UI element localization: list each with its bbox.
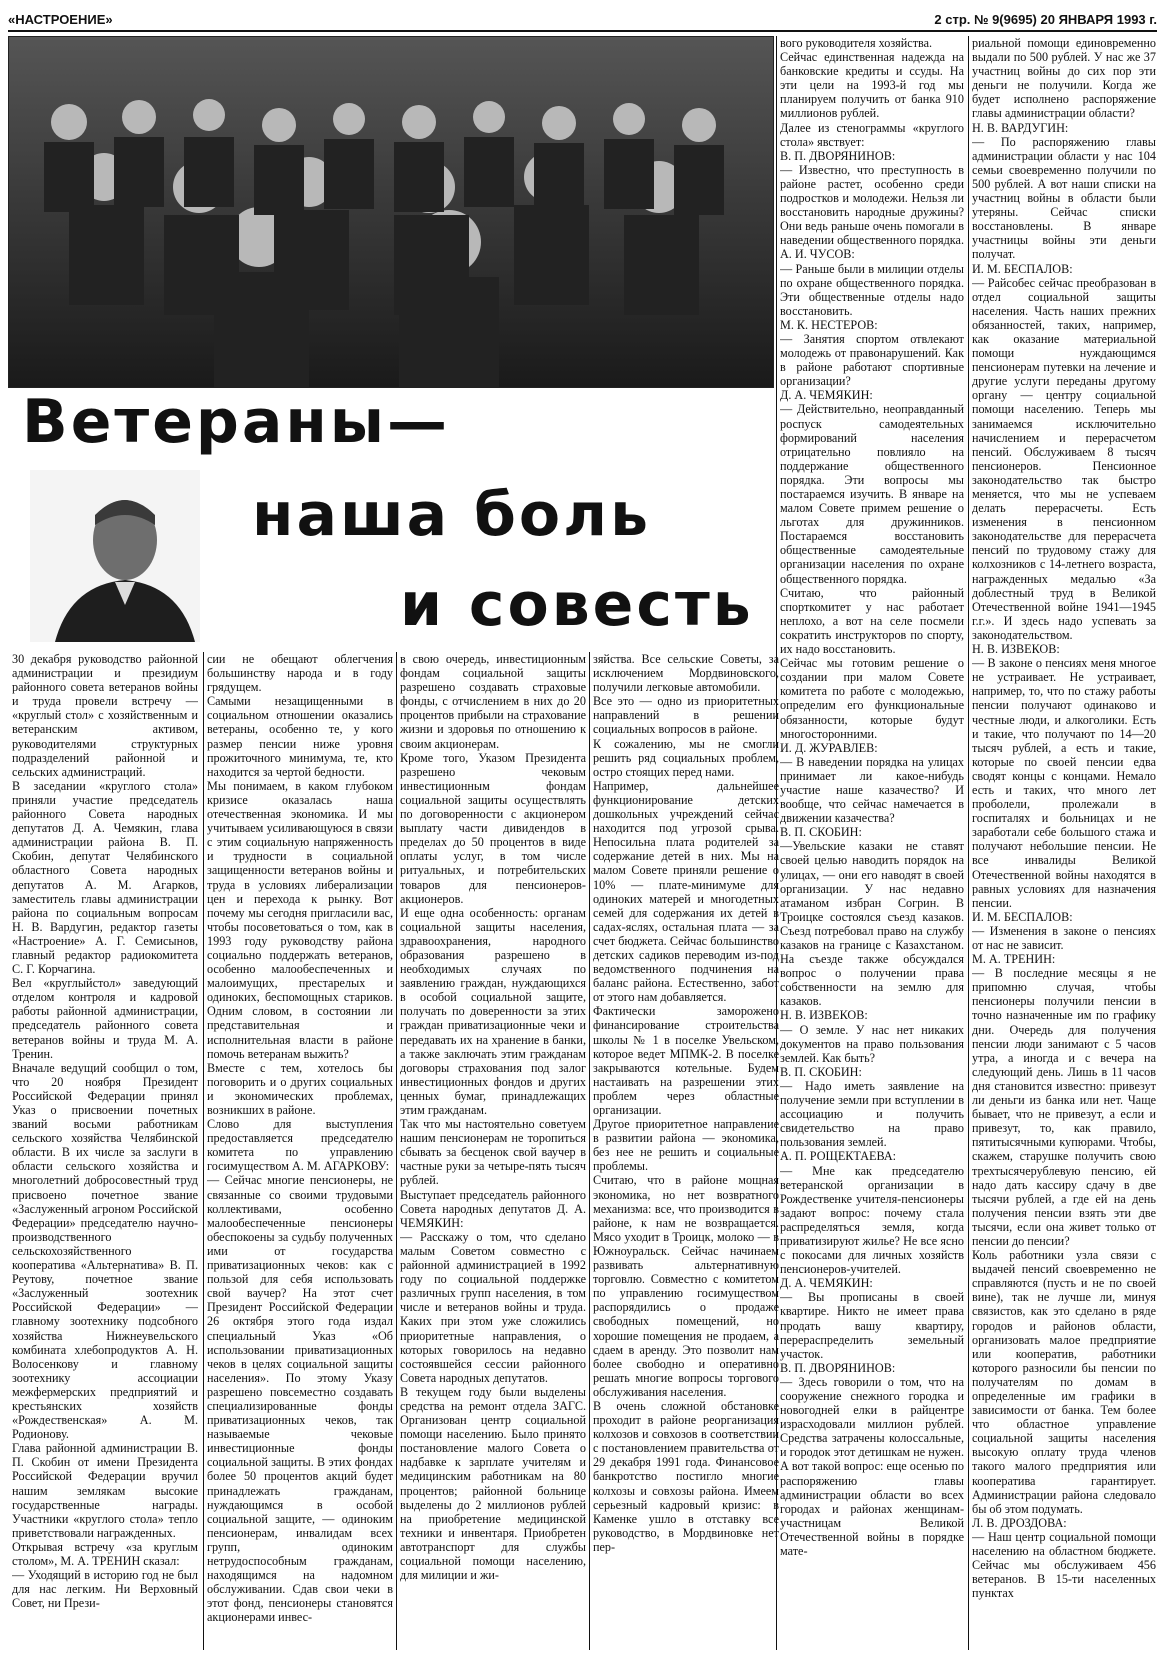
column-divider <box>968 36 969 1650</box>
column-divider <box>203 652 204 1650</box>
article-column-1: 30 декабря руководство районной администрации и президиум районного совета ветеранов войны и труда провели встречу — «круглый стол» с хозяйственным и ветеранским активом, руководителями структурных подразделений районной и сельских администраций. В заседании «круглого стола» приняли участие председатель районного Совета народных депутатов Д. А. Чемякин, глава администрации района В. П. Скобин, депутат Челябинского областного Совета народных депутатов А. М. Агарков, заместитель главы администрации района по социальным вопросам Н. В. Вардугин, редактор газеты «Настроение» А. Г. Семисынов, главный редактор радиокомитета С. Г. Корчагина. Вел «круглыйстол» заведующий отделом контроля и кадровой работы районной администрации, председатель районного совета ветеранов войны и труда М. А. Тренин. Вначале ведущий сообщил о том, что 20 ноября Президент Российской Федерации принял Указ о присвоении почетных званий восьми работникам сельского хозяйства Челябинской области. В их числе за заслуги в области сельского хозяйства и многолетний добросовестный труд присвоено почетное звание «Заслуженный агроном Российской Федерации» председателю научно-производственного сельскохозяйственного кооператива «Альтернатива» В. П. Реутову, почетное звание «Заслуженный зоотехник Российской Федерации» — главному зоотехнику подсобного хозяйства Нижнеувельского комбината хлебопродуктов А. Н. Волосенкову и главному зоотехнику ассоциации межфермерских предприятий и крестьянских хозяйств «Рождественская» А. М. Родионову. Глава районной администрации В. П. Скобин от имени Президента Российской Федерации вручил нашим землякам высокие государственные награды. Участники «круглого стола» тепло приветствовали награжденных. Открывая встречу «за круглым столом», М. А. ТРЕНИН сказал: — Уходящий в историю год не был для нас легким. Ни Верховный Совет, ни Прези- <box>12 652 198 1611</box>
page-header <box>8 8 1157 32</box>
headline-line-3: и совесть <box>400 570 754 640</box>
newspaper-title: «НАСТРОЕНИЕ» <box>8 11 113 27</box>
column-divider <box>589 652 590 1650</box>
headline-line-1: Ветераны— <box>22 387 451 457</box>
article-column-5: вого руководителя хозяйства. Сейчас единственная надежда на банковские кредиты и ссуды. На эти цели на 1993-й год мы планируем получить от банка 910 миллионов рублей. Далее из стенограммы «круглого стола» явствует: В. П. ДВОРЯНИНОВ: — Известно, что преступность в районе растет, особенно среди подростков и молодежи. Нельзя ли восстановить народные дружины? Они ведь раньше очень помогали в наведении общественного порядка. А. И. ЧУСОВ: — Раньше были в милиции отделы по охране общественного порядка. Эти общественные отделы надо восстановить. М. К. НЕСТЕРОВ: — Занятия спортом отвлекают молодежь от правонарушений. Как в районе работают спортивные организации? Д. А. ЧЕМЯКИН: — Действительно, неоправданный роспуск самодеятельных формирований населения отрицательно повлияло на поддержание общественного порядка. Эти вопросы мы постараемся изучить. В январе на малом Совете примем решение о льготах для дружинников. Постараемся восстановить общественные самодеятельные организации населения по охране общественного порядка. Считаю, что районный спорткомитет у нас работает неплохо, а вот на селе посмели сократить инструкторов по спорту, их надо восстановить. Сейчас мы готовим решение о создании при малом Совете комитета по работе с молодежью, определим его функциональные обязанности, которые будут многосторонними. И. Д. ЖУРАВЛЕВ: — В наведении порядка на улицах принимает ли какое-нибудь участие наше казачество? И вообще, что сейчас намечается в движении казачества? В. П. СКОБИН: —Увельские казаки не ставят своей целью наводить порядок на улицах, — они его наводят в своей организации. У нас недавно атаманом избран Согрин. В Троицке состоялся съезд казаков. Съезд потребовал право на службу казаков на границе с Казахстаном. На съезде также обсуждался вопрос о получении права собственности на землю для казаков. Н. В. ИЗВЕКОВ: — О земле. У нас нет никаких документов на право пользования землей. Как быть? В. П. СКОБИН: — Надо иметь заявление на получение земли при вступлении в ассоциацию и получить свидетельство на право пользования землей. А. П. РОЩЕКТАЕВА: — Мне как председателю ветеранской организации в Рождественке учителя-пенсионеры задают вопрос: почему стала распределяться земля, когда приватизируют жилье? Не все ясно с покосами для личных хозяйств пенсионеров-учителей. Д. А. ЧЕМЯКИН: — Вы прописаны в своей квартире. Никто не имеет права продать вашу квартиру, перераспределить земельный участок. В. П. ДВОРЯНИНОВ: — Здесь говорили о том, что на сооружение снежного городка и новогодней елки в райцентре израсходовали миллион рублей. Средства затрачены колоссальные, и городок этот детишкам не нужен. А вот такой вопрос: еще осенью по распоряжению главы администрации области во всех городах и районах женщинам-участницам Великой Отечественной войны в порядке мате- <box>780 36 964 1559</box>
article-column-6: риальной помощи единовременно выдали по 500 рублей. У нас же 37 участниц войны до сих пор эти деньги не получили. Когда же будет исполнено распоряжение главы администрации области? Н. В. ВАРДУГИН: — По распоряжению главы администрации области у нас 104 семьи своевременно получили по 500 рублей. А вот наши списки на участниц войны в области были утеряны. Сейчас списки восстановлены. В январе участницы войны эти деньги получат. И. М. БЕСПАЛОВ: — Райсобес сейчас преобразован в отдел социальной защиты населения. Часть наших прежних обязанностей, таких, например, как оказание материальной помощи нуждающимся пенсионерам путевки на лечение и другие услуги переданы другому органу — центру социальной помощи населению. Теперь мы занимаемся исключительно начислением и перерасчетом пенсий. Обслуживаем 8 тысяч пенсионеров. Пенсионное законодательство так быстро меняется, что мы не успеваем делать перерасчеты. Есть изменения в пенсионном законодательстве для перерасчета пенсий по трудовому стажу для колхозников с 14-летнего возраста, награжденных медалью «За доблестный труд в Великой Отечественной войне 1941—1945 г.г.». И здесь надо успевать за законодательством. Н. В. ИЗВЕКОВ: — В законе о пенсиях меня многое не устраивает. Не устраивает, например, то, что по стажу работы пенсии получают одинаково и честные люди, и алкоголики. Есть и такие, что получают по 14—20 тысяч рублей, а есть и такие, которые по своей пенсии едва сводят концы с концами. Немало есть и таких, что много лет проболели, пролежали в госпиталях и больницах и не заработали себе большого стажа и получают небольшие пенсии. Не все инвалиды Великой Отечественной войны находятся в равных условиях для назначения пенсии. И. М. БЕСПАЛОВ: — Изменения в законе о пенсиях от нас не зависит. М. А. ТРЕНИН: — В последние месяцы я не припомню случая, чтобы пенсионеры получили пенсии в точно назначенные им по графику дни. Очередь для получения пенсии люди занимают с 5 часов утра, а иногда и с вечера на следующий день. Лишь в 11 часов дня становится известно: привезут ли деньги из банка или нет. Чаще бывает, что не привезут, а если и привезут, то, как правило, пятитысячными купюрами. Чтобы, скажем, старушке получить свою трехтысячерублевую пенсию, ей надо дать кассиру сдачу в две тысячи рублей, а где ей на день получения пенсии взять эти две тысячи, если она живет только от пенсии до пенсии? Коль работники узла связи с выдачей пенсий своевременно не справляются (пусть и не по своей вине), так не лучше ли, минуя связистов, как это сделано в ряде городов и районов области, организовать малое предприятие или кооператив, работники которого разносили бы пенсии по получателям по домам в определенные им графики в зависимости от банка. Тем более что областное управление социальной защиты населения высокую оплату труда членов такого малого предприятия или кооператива гарантирует. Администрации района следовало бы об этом подумать. Л. В. ДРОЗДОВА: — Наш центр социальной помощи населению на областном бюджете. Сейчас мы обслуживаем 456 ветеранов. В 15-ти населенных пунктах <box>972 36 1156 1601</box>
article-column-4: зяйства. Все сельские Советы, за исключением Мордвиновского, получили легковые автомобили. Все это — одно из приоритетных направлений в решении социальных вопросов в районе. К сожалению, мы не смогли решить ряд социальных проблем, остро стоящих перед нами. Например, дальнейшее функционирование детских дошкольных учреждений сейчас находится под угрозой срыва. Непосильна плата родителей за содержание детей в них. Мы на малом Совете приняли решение о 10% — плате-минимуме для одиноких матерей и многодетных семей для содержания их детей в садах-яслях, остальная плата — за счет бюджета. Сейчас большинство детских садиков переводим из-под ведомственного подчинения на баланс района. Естественно, забот от этого нам добавляется. Фактически заморожено финансирование строительства школы № 1 в поселке Увельском, которое ведет МПМК-2. В поселке закрываются котельные. Будем настаивать на разрешении этих проблем через областные организации. Другое приоритетное направление в развитии района — экономика, без нее не решить и социальные проблемы. Считаю, что в районе мощная экономика, но нет возвратного механизма: все, что производится в районе, к нам не возвращается. Мясо уходит в Троицк, молоко — в Южноуральск. Сейчас начинаем развивать альтернативную торговлю. Совместно с комитетом по управлению госимуществом распорядились о продаже свободных помещений, но хорошие помещения не продаем, а сдаем в аренду. Это позволит нам более свободно и оперативно решать многие вопросы торгового обслуживания населения. В очень сложной обстановке проходит в районе реорганизация колхозов и совхозов в соответствии с постановлением правительства от 29 декабря 1991 года. Финансовое банкротство постигло многие колхозы и совхозы района. Имеем серьезный кадровый кризис: в Каменке ушло в отставку все руководство, в Мордвиновке нет пер- <box>593 652 779 1554</box>
headline-line-2: наша боль <box>252 480 652 550</box>
article-column-2: сии не обещают облегчения большинству народа и в году грядущем. Самыми незащищенными в социальном отношении оказались ветераны, особенно те, у кого размер пенсии ниже уровня прожиточного минимума, те, кто находится за чертой бедности. Мы понимаем, в каком глубоком кризисе оказалась наша отечественная экономика. И мы учитываем усиливающуюся в связи с этим социальную напряженность и трудности в социальной защищенности ветеранов войны и труда в условиях либерализации цен и перехода к рынку. Вот почему мы сегодня пригласили вас, чтобы посоветоваться о том, как в 1993 году руководству района социально поддержать ветеранов, особенно малообеспеченных и малоимущих, престарелых и одиноких, беспомощных стариков. Одним словом, в состоянии ли представительная и исполнительная власти в районе помочь ветеранам выжить? Вместе с тем, хотелось бы поговорить и о других социальных и экономических проблемах, возникших в районе. Слово для выступления предоставляется председателю комитета по управлению госимуществом А. М. АГАРКОВУ: — Сейчас многие пенсионеры, не связанные со своими трудовыми коллективами, особенно малообеспеченные пенсионеры обеспокоены за судьбу полученных ими от государства приватизационных чеков: как с пользой для себя использовать свой ваучер? На этот счет Президент Российской Федерации 26 октября этого года издал специальный Указ «Об использовании приватизационных чеков в целях социальной защиты населения». По этому Указу разрешено повсеместно создавать специализированные фонды приватизационных чеков, так называемые чековые инвестиционные фонды социальной защиты. В этих фондах более 50 процентов акций будет принадлежать гражданам, нуждающимся в особой социальной защите, — одиноким пенсионерам, инвалидам всех групп, одиноким нетрудоспособным гражданам, находящимся на надомном обслуживании. Сдав свои чеки в этот фонд, пенсионеры становятся акционерами инвес- <box>207 652 393 1625</box>
issue-info: 2 стр. № 9(9695) 20 ЯНВАРЯ 1993 г. <box>934 11 1157 27</box>
veterans-meeting-photo <box>8 36 774 388</box>
article-column-3: в свою очередь, инвестиционным фондам социальной защиты разрешено создавать страховые фонды, с отчислением в них до 20 процентов прибыли на страхование жизни и здоровья по отношению к своим акционерам. Кроме того, Указом Президента разрешено чековым инвестиционным фондам социальной защиты осуществлять по договоренности с акционером выплату части дивидендов в пределах до 50 процентов в виде оплаты услуг, в том числе ритуальных, и потребительских товаров для пенсионеров-акционеров. И еще одна особенность: органам социальной защиты населения, здравоохранения, народного образования разрешено в необходимых случаях по заявлению граждан, нуждающихся в особой социальной защите, получать по доверенности за этих граждан приватизационные чеки и передавать их на хранение в банки, а также заключать этим гражданам договоры страхования под залог инвестиционных фондов и других ценных бумаг, принадлежащих этим гражданам. Так что мы настоятельно советуем нашим пенсионерам не торопиться сбывать за бесценок свой ваучер в частные руки за четыре-пять тысяч рублей. Выступает председатель районного Совета народных депутатов Д. А. ЧЕМЯКИН: — Расскажу о том, что сделано малым Советом совместно с районной администрацией в 1992 году по социальной поддержке различных групп населения, в том числе и ветеранов войны и труда. Каких при этом уже сложились приоритетные направления, о которых говорилось на недавно состоявшейся сессии районного Совета народных депутатов. В текущем году были выделены средства на ремонт отдела ЗАГС. Организован центр социальной помощи населению. Было принято постановление малого Совета о надбавке к зарплате учителям и медицинским работникам на 80 процентов; районной больнице выделены до 2 миллионов рублей на приобретение медицинской техники и инвентаря. Приобретен автотранспорт для службы социальной помощи населению, для милиции и жи- <box>400 652 586 1583</box>
column-divider <box>396 652 397 1650</box>
speaker-portrait <box>30 470 200 642</box>
